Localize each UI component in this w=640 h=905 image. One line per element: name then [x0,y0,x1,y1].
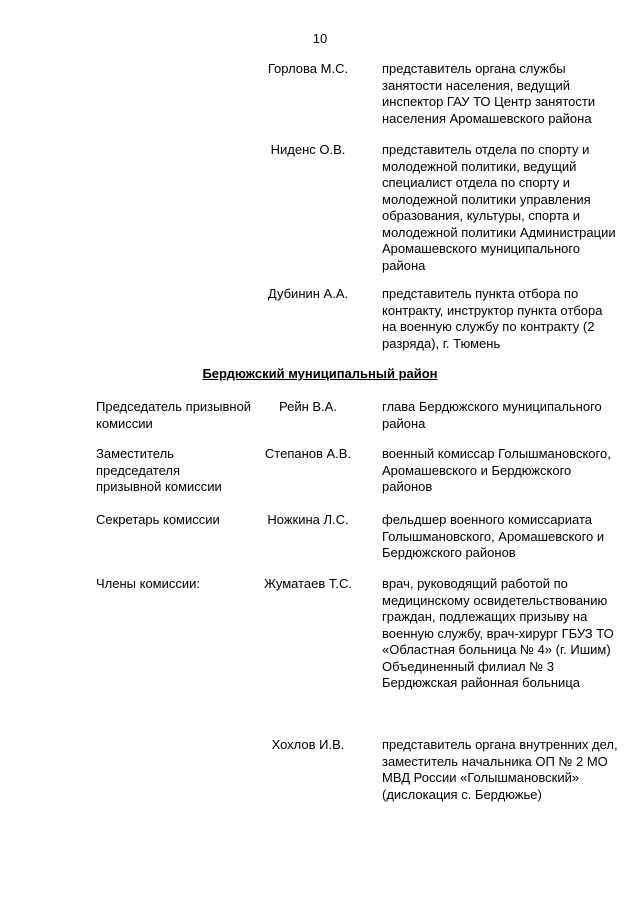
member-name: Дубинин А.А. [267,286,349,301]
member-name: Жуматаев Т.С. [264,576,352,591]
member-name: Ниденс О.В. [270,142,346,157]
member-description: представитель отдела по спорту и молодежной политики, ведущий специалист отдела по спорту и молодежной политики управления образования, культуры, спорта и молодежной политики Администрации Аромашевского муниципального района [382,142,616,273]
member-name: Хохлов И.В. [271,737,345,752]
commission-role: Члены комиссии: [96,576,201,591]
member-description: глава Бердюжского муниципального района [382,399,602,431]
member-description: врач, руководящий работой по медицинскому освидетельствованию граждан, подлежащих призыву на военную службу, врач-хирург ГБУЗ ТО «Областная больница № 4» (г. Ишим) Объединенный филиал № 3 Бердюжская районная больница [382,576,614,690]
member-description: военный комиссар Голышмановского, Аромашевского и Бердюжского районов [382,446,611,494]
commission-role: Заместитель председателя призывной комиссии [96,446,222,494]
member-description: представитель органа внутренних дел, заместитель начальника ОП № 2 МО МВД России «Голышмановский» (дислокация с. Бердюжье) [382,737,618,802]
member-name: Рейн В.А. [279,399,337,414]
member-name: Степанов А.В. [264,446,352,461]
member-name: Ножкина Л.С. [267,512,349,527]
page-number: 10 [312,31,328,46]
member-name: Горлова М.С. [267,61,349,76]
section-title: Бердюжский муниципальный район [202,366,438,381]
member-description: представитель органа службы занятости населения, ведущий инспектор ГАУ ТО Центр занятости населения Аромашевского района [382,61,596,126]
member-description: фельдшер военного комиссариата Голышмановского, Аромашевского и Бердюжского районов [382,512,605,560]
member-description: представитель пункта отбора по контракту, инструктор пункта отбора на военную службу по контракту (2 разряда), г. Тюмень [382,286,603,351]
commission-role: Председатель призывной комиссии [96,399,252,431]
commission-role: Секретарь комиссии [96,512,220,527]
